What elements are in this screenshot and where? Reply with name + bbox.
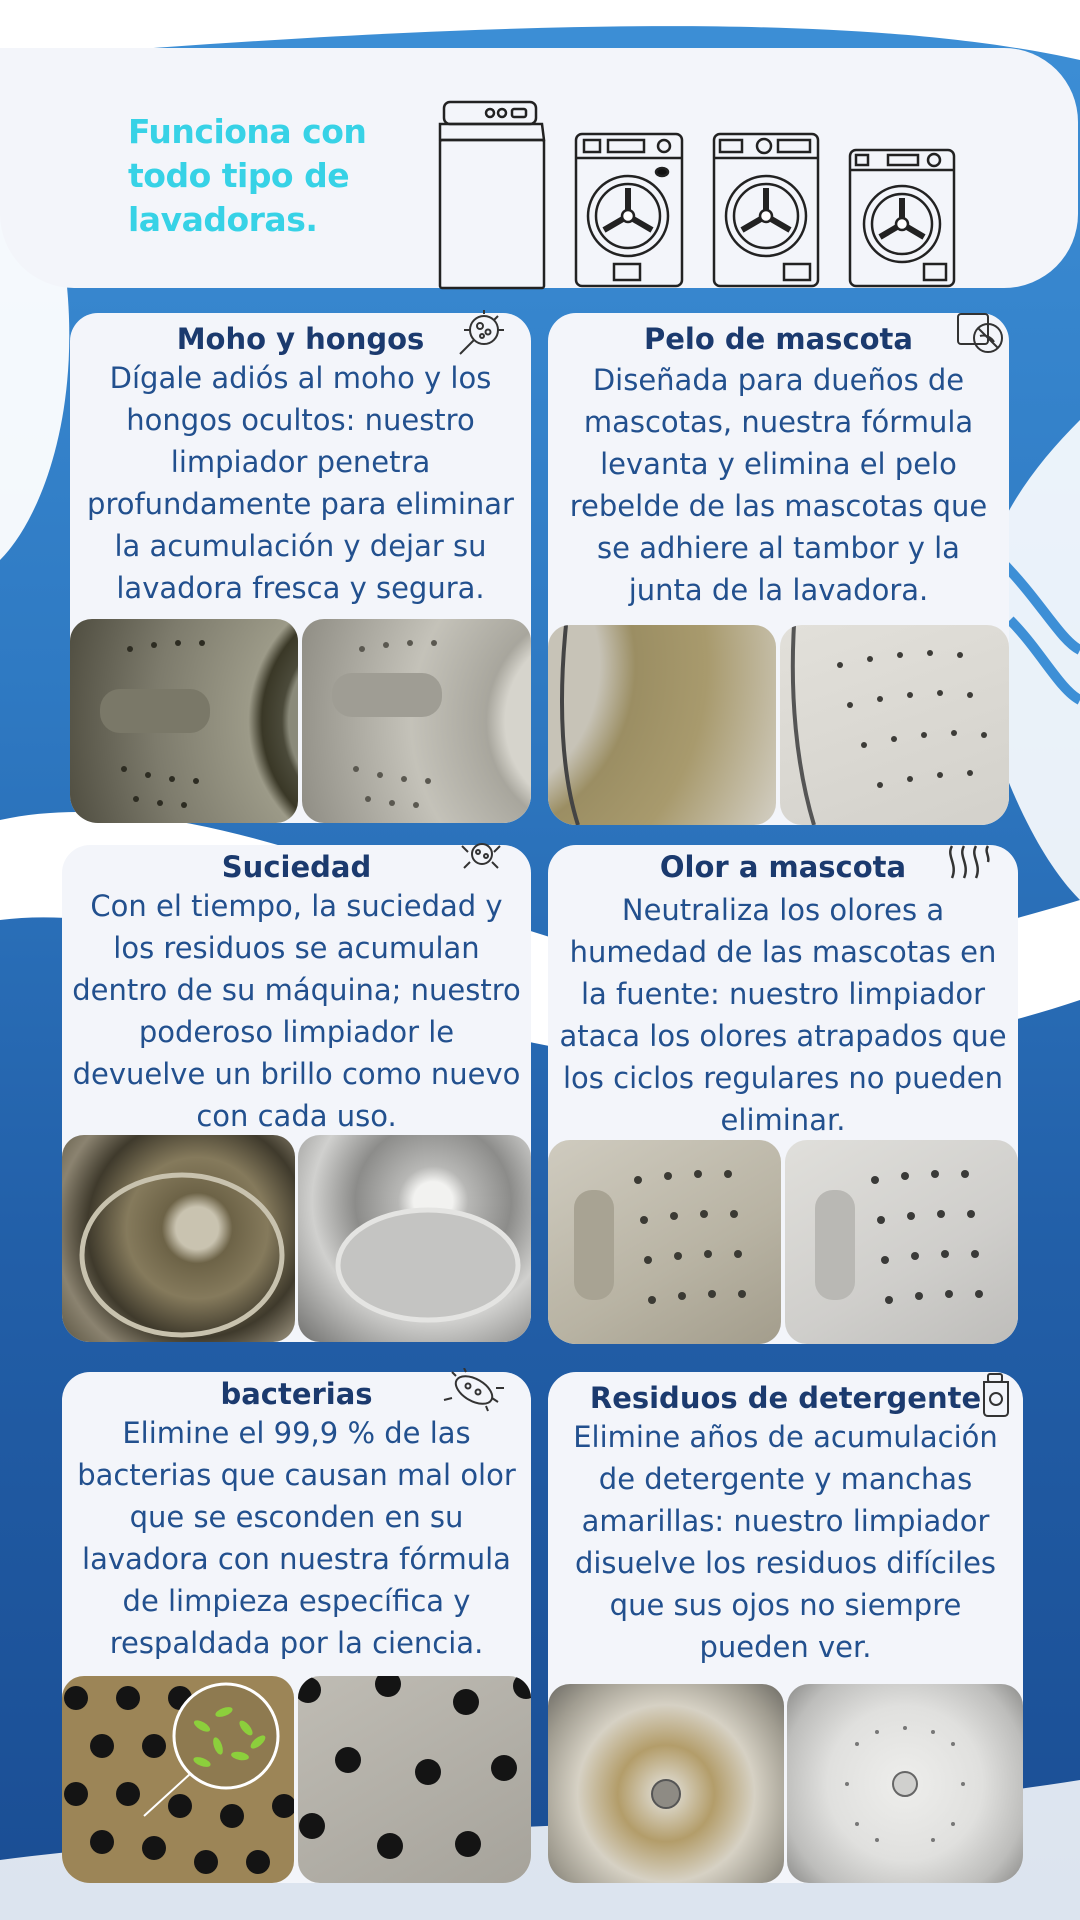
card-title: Pelo de mascota [643, 322, 913, 356]
detergent-bottle-icon [978, 1372, 1014, 1418]
card-title: bacterias [220, 1377, 373, 1411]
card-title: Residuos de detergente [589, 1381, 982, 1415]
card-title: Moho y hongos [176, 322, 425, 356]
card-title: Suciedad [221, 850, 372, 884]
card-mold [70, 313, 531, 823]
banner-title: Funciona con todo tipo de lavadoras. [128, 112, 367, 239]
compact-washer-icon [848, 148, 956, 288]
before-photo-pet-odor [548, 1140, 781, 1344]
after-photo-pet-odor [785, 1140, 1018, 1344]
after-photo-bacteria [298, 1676, 531, 1883]
front-load-washer-icon-2 [712, 132, 820, 288]
card-body: Neutraliza los olores a humedad de las mascotas en la fuente: nuestro limpiador ataca los olores atrapados que los ciclos regulares no pueden eliminar. [559, 893, 1007, 1137]
after-photo-pet-hair [780, 625, 1009, 825]
before-photo-mold [70, 619, 298, 823]
card-body: Dígale adiós al moho y los hongos ocultos: nuestro limpiador penetra profundamente para eliminar la acumulación y dejar su lavadora fresca y segura. [87, 361, 514, 605]
card-dirt [62, 845, 531, 1342]
card-title: Olor a mascota [659, 850, 907, 884]
card-pet-odor [548, 845, 1018, 1344]
card-body: Con el tiempo, la suciedad y los residuos se acumulan dentro de su máquina; nuestro poderoso limpiador le devuelve un brillo como nuevo con cada uso. [72, 889, 521, 1133]
before-photo-pet-hair [548, 625, 776, 825]
front-load-washer-icon [574, 132, 684, 288]
bacteria-icon [442, 1368, 506, 1412]
card-pet-hair [548, 313, 1009, 825]
dirt-particles-icon [454, 842, 508, 874]
card-body: Elimine años de acumulación de detergente y manchas amarillas: nuestro limpiador disuelve los residuos difíciles que sus ojos no siempre pueden ver. [573, 1420, 998, 1664]
top-load-washer-icon [438, 100, 546, 290]
after-photo-mold [302, 619, 531, 823]
card-detergent-residue [548, 1372, 1023, 1883]
after-photo-detergent [787, 1684, 1023, 1883]
before-photo-detergent [548, 1684, 784, 1883]
mold-spores-icon [454, 308, 510, 356]
odor-waves-icon [944, 842, 998, 882]
pet-hair-icon [954, 308, 1008, 356]
before-photo-dirt [62, 1135, 295, 1342]
card-body: Diseñada para dueños de mascotas, nuestra fórmula levanta y elimina el pelo rebelde de las mascotas que se adhiere al tambor y la junta de la lavadora. [569, 363, 988, 607]
before-photo-bacteria [62, 1676, 294, 1883]
after-photo-dirt [298, 1135, 531, 1342]
card-body: Elimine el 99,9 % de las bacterias que causan mal olor que se esconden en su lavadora con nuestra fórmula de limpieza específica y respaldada por la ciencia. [77, 1416, 516, 1660]
card-bacteria [62, 1372, 531, 1883]
